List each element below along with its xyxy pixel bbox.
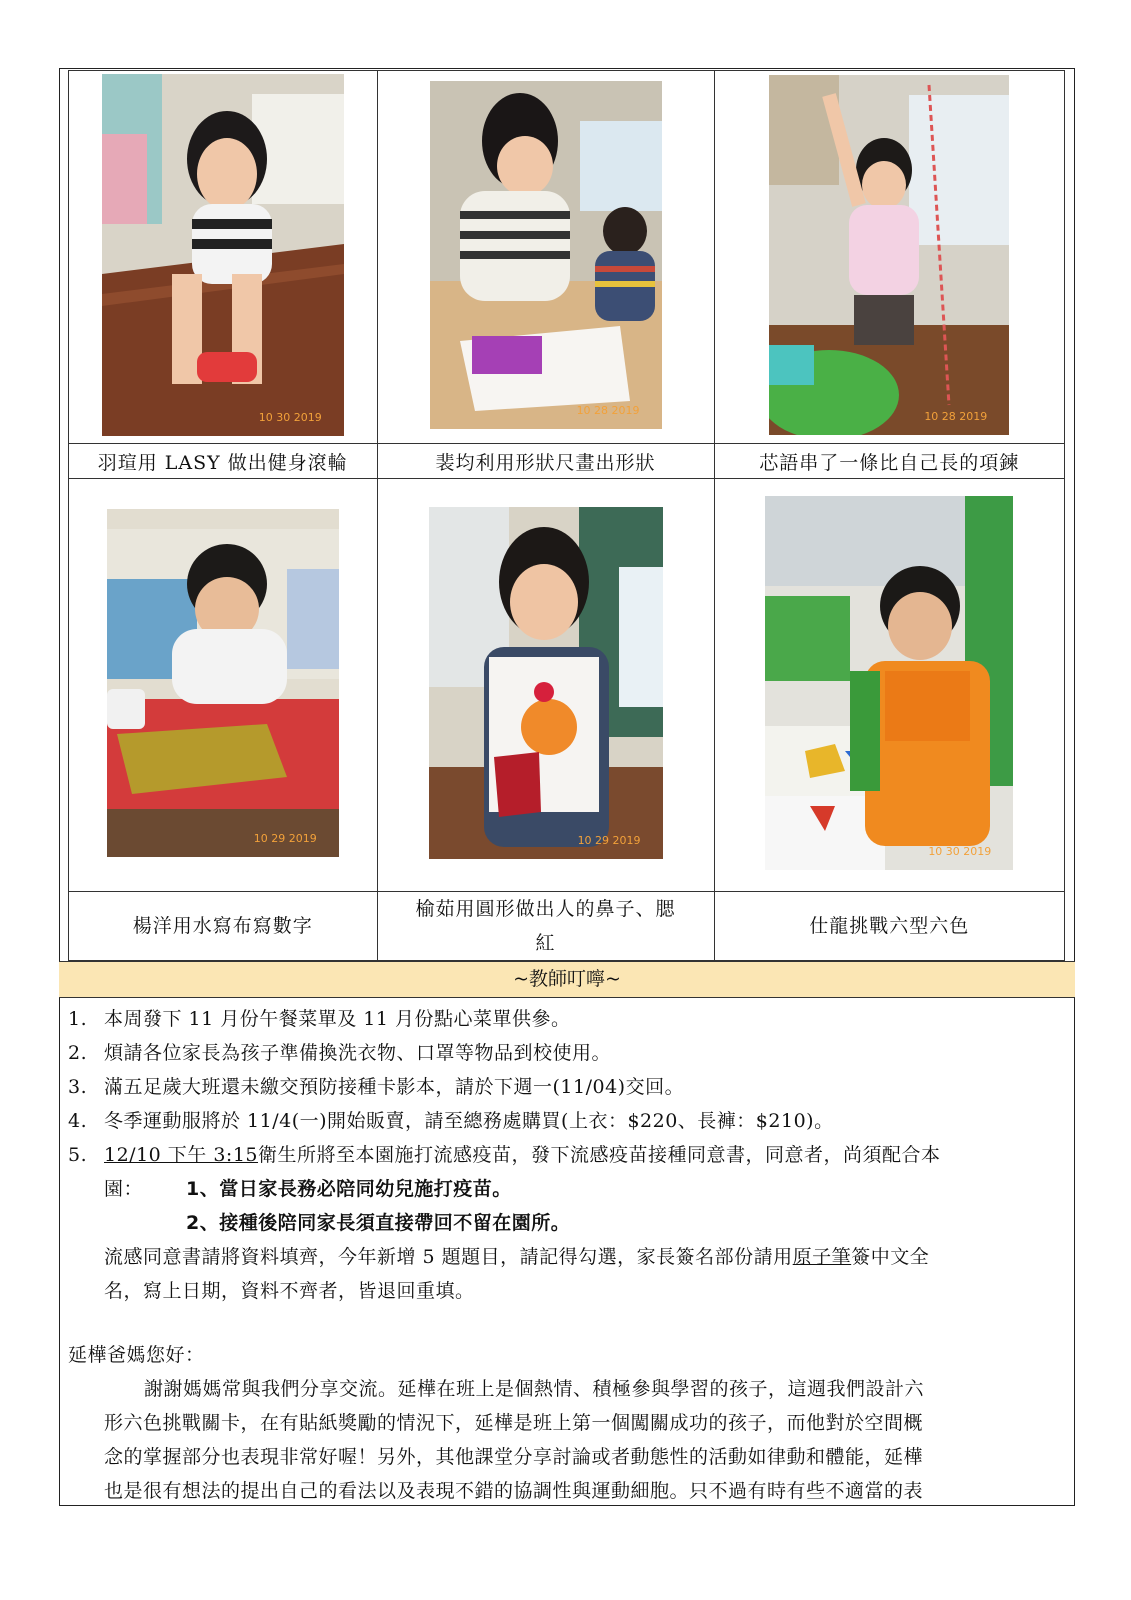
vaccine-rule-2: 2、接種後陪同家長須直接帶回不留在園所。 bbox=[186, 1212, 571, 1234]
photo-date-stamp: 10 29 2019 bbox=[577, 834, 641, 847]
notice-list bbox=[68, 1002, 1068, 1308]
notice-item-5-rule2 bbox=[68, 1206, 1068, 1240]
letter-greeting: 延樺爸媽您好： bbox=[68, 1344, 205, 1366]
caption-6: 仕龍挑戰六型六色 bbox=[714, 892, 1064, 961]
vaccine-date: 12/10 下午 3:15 bbox=[104, 1144, 259, 1166]
caption-5 bbox=[377, 892, 714, 961]
caption-4: 楊洋用水寫布寫數字 bbox=[69, 892, 378, 961]
photo-table bbox=[68, 70, 1065, 961]
notice-item-5-extra2: 名，寫上日期，資料不齊者，皆退回重填。 bbox=[104, 1280, 475, 1302]
notice-heading: ~教師叮嚀~ bbox=[59, 961, 1075, 998]
notice-item: 3. 滿五足歲大班還未繳交預防接種卡影本，請於下週一(11/04)交回。 bbox=[68, 1076, 685, 1098]
photo-girl-circle-face bbox=[429, 507, 663, 859]
vaccine-rule-1: 1、當日家長務必陪同幼兒施打疫苗。 bbox=[186, 1178, 512, 1200]
caption-3: 芯語串了一條比自己長的項鍊 bbox=[714, 444, 1064, 479]
photo-cell-2 bbox=[377, 71, 714, 444]
photo-girl-shape-ruler bbox=[430, 81, 662, 429]
photo-date-stamp: 10 28 2019 bbox=[924, 410, 988, 423]
letter-line: 形六色挑戰關卡，在有貼紙獎勵的情況下，延樺是班上第一個闖關成功的孩子，而他對於空間概 bbox=[104, 1412, 924, 1434]
letter-line: 念的掌握部分也表現非常好喔！另外，其他課堂分享討論或者動態性的活動如律動和體能，延樺 bbox=[104, 1446, 924, 1468]
photo-date-stamp: 10 30 2019 bbox=[928, 845, 992, 858]
letter-line: 謝謝媽媽常與我們分享交流。延樺在班上是個熱情、積極參與學習的孩子，這週我們設計六 bbox=[144, 1378, 925, 1400]
photo-girl-necklace bbox=[769, 75, 1009, 435]
notice-item: 1. 本周發下 11 月份午餐菜單及 11 月份點心菜單供參。 bbox=[68, 1008, 571, 1030]
photo-boy-water-cloth bbox=[107, 509, 339, 857]
photo-cell-1 bbox=[69, 71, 378, 444]
photo-cell-5 bbox=[377, 479, 714, 892]
letter-line: 也是很有想法的提出自己的看法以及表現不錯的協調性與運動細胞。只不過有時有些不適當的表 bbox=[104, 1480, 924, 1502]
photo-girl-roller bbox=[102, 74, 344, 436]
photo-cell-4 bbox=[69, 479, 378, 892]
notice-item: 4. 冬季運動服將於 11/4(一)開始販賣，請至總務處購買(上衣：$220、長褲：$210)。 bbox=[68, 1110, 834, 1132]
parent-letter bbox=[68, 1338, 1068, 1508]
photo-date-stamp: 10 30 2019 bbox=[258, 411, 322, 424]
caption-5-line1: 榆茹用圓形做出人的鼻子、腮 bbox=[415, 898, 676, 920]
caption-1: 羽瑄用 LASY 做出健身滾輪 bbox=[69, 444, 378, 479]
ballpoint-pen-note: 原子筆 bbox=[792, 1246, 852, 1268]
photo-cell-3 bbox=[714, 71, 1064, 444]
photo-date-stamp: 10 29 2019 bbox=[253, 832, 317, 845]
notice-item-5: 5. 12/10 下午 3:15衛生所將至本園施打流感疫苗，發下流感疫苗接種同意書，同意者，尚須配合本 bbox=[68, 1144, 941, 1166]
notice-item-5-extra: 流感同意書請將資料填齊，今年新增 5 題題目，請記得勾選，家長簽名部份請用原子筆簽中文全 bbox=[104, 1246, 930, 1268]
photo-date-stamp: 10 28 2019 bbox=[576, 404, 640, 417]
photo-cell-6 bbox=[714, 479, 1064, 892]
photo-boy-six-shapes bbox=[765, 496, 1013, 870]
notice-item-5-cont: 園： 1、當日家長務必陪同幼兒施打疫苗。 bbox=[68, 1172, 1068, 1206]
notice-item: 2. 煩請各位家長為孩子準備換洗衣物、口罩等物品到校使用。 bbox=[68, 1042, 612, 1064]
caption-2: 裴均利用形狀尺畫出形狀 bbox=[377, 444, 714, 479]
caption-5-line2: 紅 bbox=[535, 932, 556, 954]
